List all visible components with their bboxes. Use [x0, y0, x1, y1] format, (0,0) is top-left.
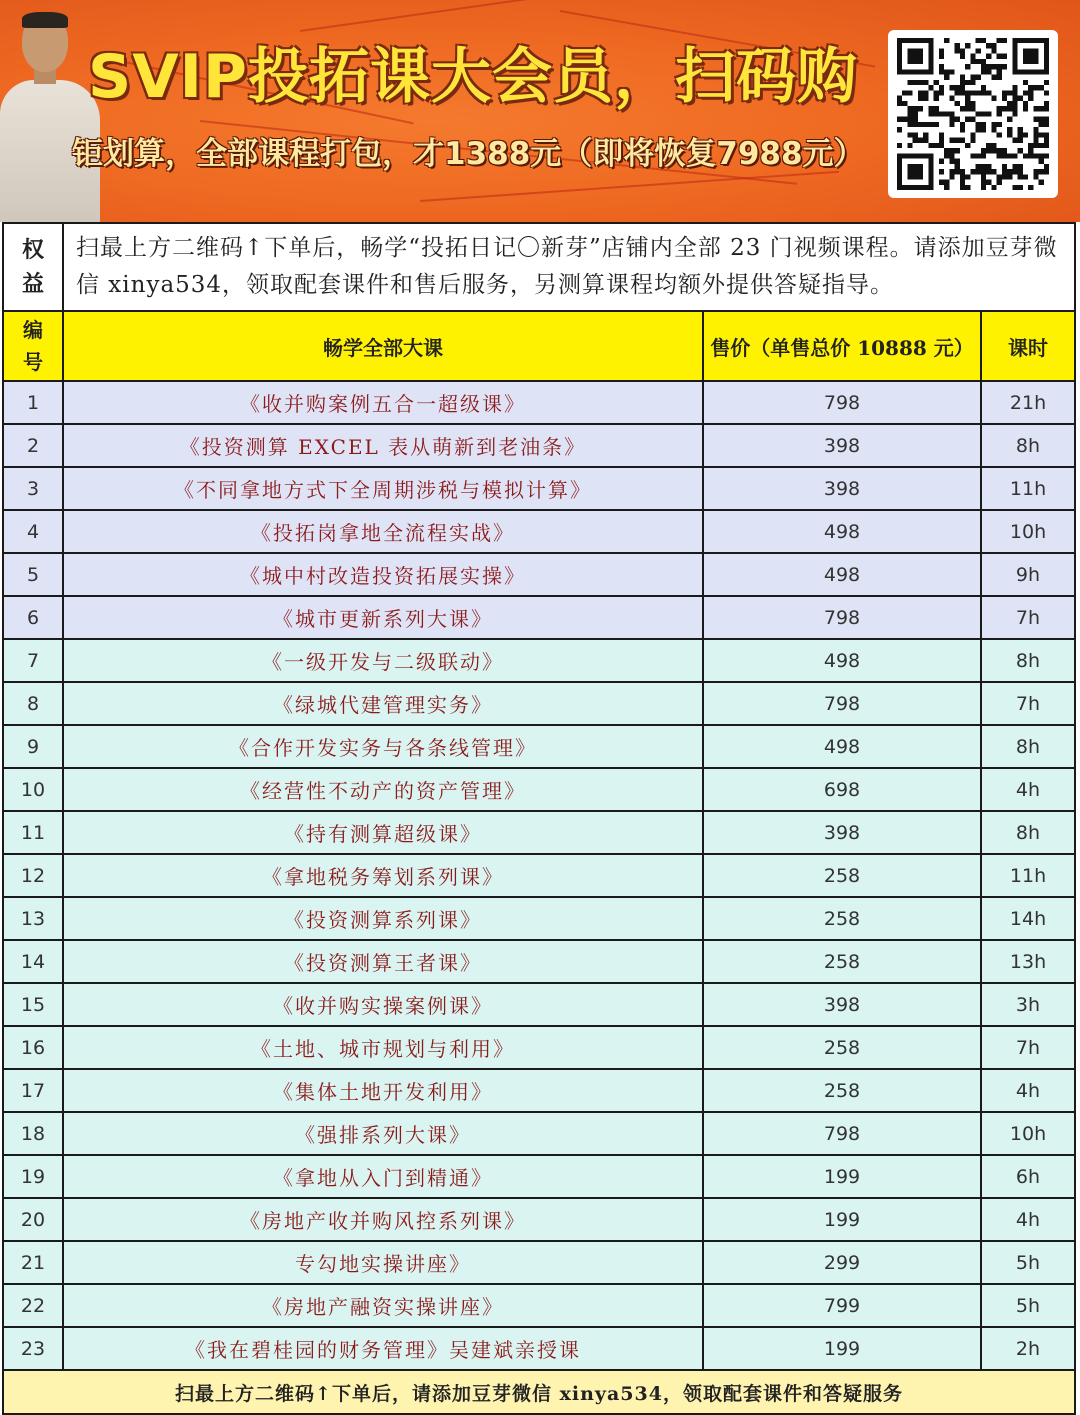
- course-number: 7: [2, 640, 64, 681]
- course-price: 498: [704, 511, 982, 552]
- course-name: 《不同拿地方式下全周期涉税与模拟计算》: [64, 468, 704, 509]
- course-price: 698: [704, 769, 982, 810]
- table-row: [2, 855, 1076, 898]
- footer-row: [2, 1371, 1076, 1415]
- table-row: [2, 382, 1076, 425]
- course-hours: 10h: [982, 1113, 1076, 1154]
- instructor-photo: [0, 0, 100, 222]
- course-number: 1: [2, 382, 64, 423]
- course-price: 258: [704, 1027, 982, 1068]
- course-hours: 21h: [982, 382, 1076, 423]
- table-row: [2, 1113, 1076, 1156]
- course-price: 498: [704, 554, 982, 595]
- table-row: [2, 683, 1076, 726]
- course-name: 《拿地税务筹划系列课》: [64, 855, 704, 896]
- table-row: [2, 511, 1076, 554]
- course-name: 《房地产融资实操讲座》: [64, 1285, 704, 1326]
- course-hours: 2h: [982, 1328, 1076, 1369]
- course-price: 798: [704, 382, 982, 423]
- course-price: 798: [704, 683, 982, 724]
- table-row: [2, 812, 1076, 855]
- course-price: 798: [704, 597, 982, 638]
- table-row: [2, 1199, 1076, 1242]
- course-name: 《投拓岗拿地全流程实战》: [64, 511, 704, 552]
- promo-banner: [0, 0, 1080, 222]
- rights-row: [2, 222, 1076, 312]
- rights-label: [2, 224, 64, 310]
- qr-code-icon[interactable]: [888, 30, 1058, 198]
- footer-text: 扫最上方二维码↑下单后，请添加豆芽微信 xinya534，领取配套课件和答疑服务: [2, 1371, 1076, 1413]
- table-row: [2, 554, 1076, 597]
- course-number: 16: [2, 1027, 64, 1068]
- course-name: 《集体土地开发利用》: [64, 1070, 704, 1111]
- table-row: [2, 640, 1076, 683]
- course-name: 《城市更新系列大课》: [64, 597, 704, 638]
- table-row: [2, 468, 1076, 511]
- course-name: 《收并购案例五合一超级课》: [64, 382, 704, 423]
- course-hours: 9h: [982, 554, 1076, 595]
- course-number: 11: [2, 812, 64, 853]
- course-name: 《投资测算王者课》: [64, 941, 704, 982]
- course-number: 6: [2, 597, 64, 638]
- course-name: 《一级开发与二级联动》: [64, 640, 704, 681]
- course-hours: 8h: [982, 726, 1076, 767]
- rights-text: 扫最上方二维码↑下单后，畅学“投拓日记〇新芽”店铺内全部 23 门视频课程。请添加豆芽微信 xinya534，领取配套课件和售后服务，另测算课程均额外提供答疑指导。: [64, 224, 1076, 310]
- course-price: 199: [704, 1199, 982, 1240]
- course-name: 《投资测算 EXCEL 表从萌新到老油条》: [64, 425, 704, 466]
- table-row: [2, 597, 1076, 640]
- course-name: 《经营性不动产的资产管理》: [64, 769, 704, 810]
- table-row: [2, 425, 1076, 468]
- course-name: 《拿地从入门到精通》: [64, 1156, 704, 1197]
- course-hours: 4h: [982, 1199, 1076, 1240]
- course-number: 9: [2, 726, 64, 767]
- table-row: [2, 1156, 1076, 1199]
- course-number: 20: [2, 1199, 64, 1240]
- course-price: 299: [704, 1242, 982, 1283]
- course-hours: 8h: [982, 640, 1076, 681]
- course-name: 《城中村改造投资拓展实操》: [64, 554, 704, 595]
- course-name: 《合作开发实务与各条线管理》: [64, 726, 704, 767]
- table-row: [2, 898, 1076, 941]
- course-number: 10: [2, 769, 64, 810]
- course-price: 398: [704, 468, 982, 509]
- course-number: 3: [2, 468, 64, 509]
- course-price: 398: [704, 425, 982, 466]
- course-hours: 3h: [982, 984, 1076, 1025]
- header-no: [2, 312, 64, 380]
- course-number: 18: [2, 1113, 64, 1154]
- table-row: [2, 984, 1076, 1027]
- course-number: 15: [2, 984, 64, 1025]
- course-name: 《持有测算超级课》: [64, 812, 704, 853]
- course-number: 19: [2, 1156, 64, 1197]
- table-row: [2, 1285, 1076, 1328]
- table-row: [2, 941, 1076, 984]
- course-hours: 14h: [982, 898, 1076, 939]
- course-hours: 11h: [982, 468, 1076, 509]
- course-name: 《土地、城市规划与利用》: [64, 1027, 704, 1068]
- course-price: 498: [704, 726, 982, 767]
- course-hours: 8h: [982, 812, 1076, 853]
- course-price: 199: [704, 1156, 982, 1197]
- course-number: 17: [2, 1070, 64, 1111]
- course-price: 258: [704, 898, 982, 939]
- course-hours: 8h: [982, 425, 1076, 466]
- table-row: [2, 769, 1076, 812]
- header-hours: 课时: [982, 312, 1076, 380]
- course-hours: 7h: [982, 683, 1076, 724]
- course-number: 5: [2, 554, 64, 595]
- course-name: 《我在碧桂园的财务管理》吴建斌亲授课: [64, 1328, 704, 1369]
- header-no-2: 号: [23, 350, 43, 374]
- course-hours: 4h: [982, 1070, 1076, 1111]
- course-name: 《房地产收并购风控系列课》: [64, 1199, 704, 1240]
- course-hours: 7h: [982, 597, 1076, 638]
- course-number: 12: [2, 855, 64, 896]
- rights-label-2: 益: [21, 271, 44, 297]
- course-hours: 7h: [982, 1027, 1076, 1068]
- header-course: 畅学全部大课: [64, 312, 704, 380]
- course-price: 258: [704, 855, 982, 896]
- rights-label-1: 权: [21, 237, 44, 263]
- course-number: 22: [2, 1285, 64, 1326]
- header-price: 售价（单售总价 10888 元）: [704, 312, 982, 380]
- course-number: 8: [2, 683, 64, 724]
- course-price: 398: [704, 984, 982, 1025]
- table-row: [2, 1328, 1076, 1371]
- course-price: 799: [704, 1285, 982, 1326]
- course-name: 《收并购实操案例课》: [64, 984, 704, 1025]
- table-header: [2, 312, 1076, 382]
- course-number: 2: [2, 425, 64, 466]
- course-name: 《投资测算系列课》: [64, 898, 704, 939]
- table-row: [2, 726, 1076, 769]
- course-name: 《绿城代建管理实务》: [64, 683, 704, 724]
- table-row: [2, 1070, 1076, 1113]
- banner-subtitle: 钜划算，全部课程打包，才1388元（即将恢复7988元）: [72, 136, 865, 172]
- course-number: 21: [2, 1242, 64, 1283]
- header-no-1: 编: [23, 318, 43, 342]
- course-hours: 13h: [982, 941, 1076, 982]
- course-number: 13: [2, 898, 64, 939]
- course-price: 798: [704, 1113, 982, 1154]
- course-price: 258: [704, 941, 982, 982]
- course-hours: 10h: [982, 511, 1076, 552]
- course-hours: 5h: [982, 1242, 1076, 1283]
- course-number: 23: [2, 1328, 64, 1369]
- course-price: 498: [704, 640, 982, 681]
- course-number: 4: [2, 511, 64, 552]
- table-row: [2, 1242, 1076, 1285]
- course-number: 14: [2, 941, 64, 982]
- table-row: [2, 1027, 1076, 1070]
- course-hours: 6h: [982, 1156, 1076, 1197]
- course-hours: 4h: [982, 769, 1076, 810]
- course-price: 398: [704, 812, 982, 853]
- course-price: 199: [704, 1328, 982, 1369]
- course-name: 专勾地实操讲座》: [64, 1242, 704, 1283]
- course-hours: 5h: [982, 1285, 1076, 1326]
- course-hours: 11h: [982, 855, 1076, 896]
- banner-title: SVIP投拓课大会员，扫码购: [88, 42, 858, 112]
- course-name: 《强排系列大课》: [64, 1113, 704, 1154]
- course-price: 258: [704, 1070, 982, 1111]
